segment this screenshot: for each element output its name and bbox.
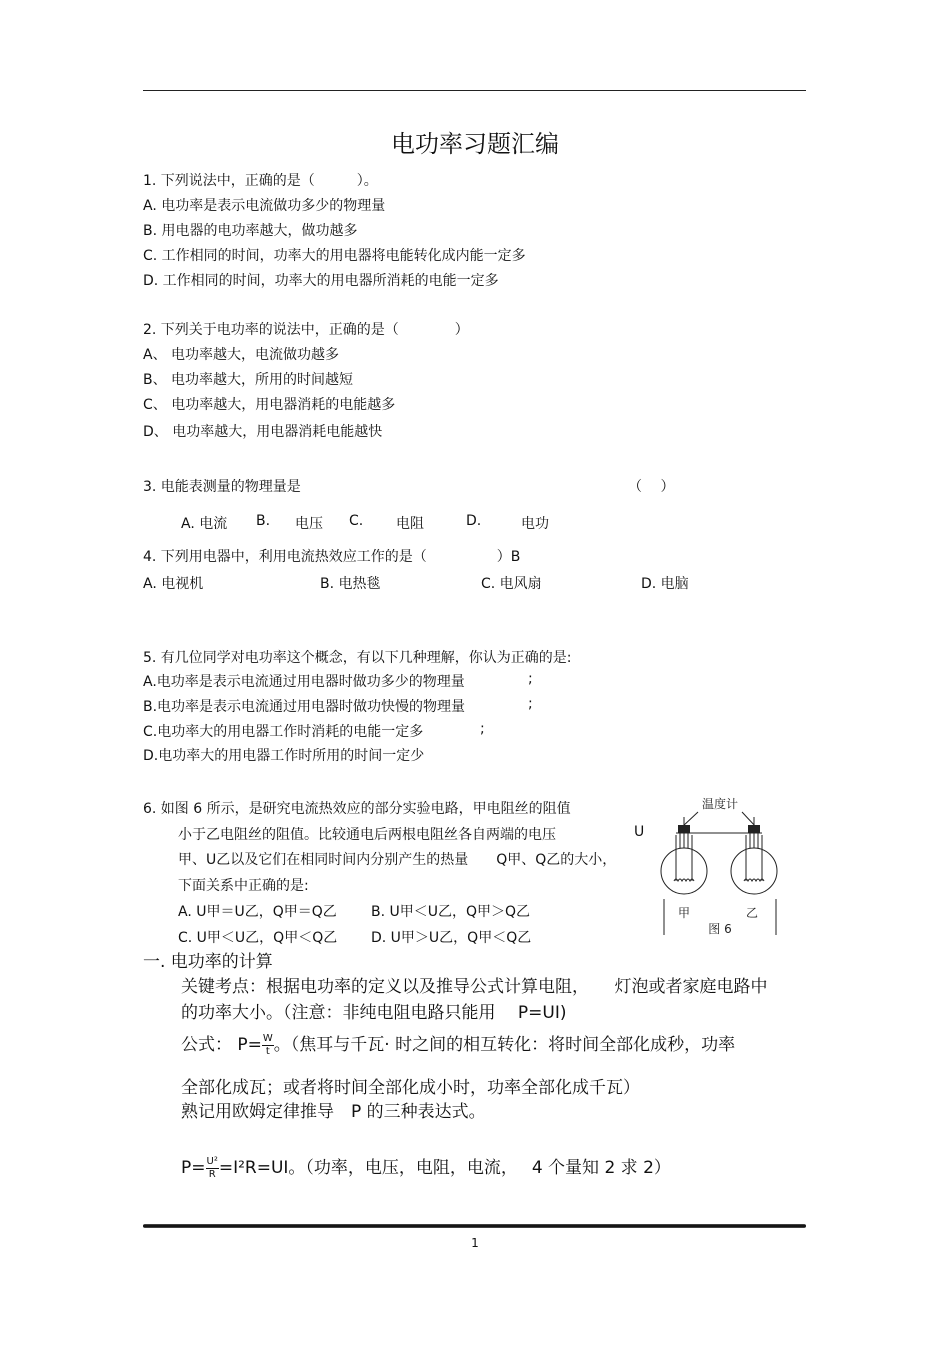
section-paragraph-1: 关键考点：根据电功率的定义以及推导公式计算电阻， 灯泡或者家庭电路中	[181, 977, 768, 997]
thermometer-apparatus-illustration	[656, 795, 784, 940]
q1-option-c: C. 工作相同的时间，功率大的用电器将电能转化成内能一定多	[143, 248, 526, 264]
q5-option-b-semicolon: ;	[528, 696, 533, 712]
section-heading: 一. 电功率的计算	[143, 952, 273, 972]
q3-option-c: 电阻	[396, 516, 424, 532]
q3-option-c-letter: C.	[349, 513, 364, 529]
formula-three-expressions	[181, 1153, 671, 1181]
q4-stem: 4. 下列用电器中，利用电流热效应工作的是（ ）B	[143, 549, 521, 565]
header-rule	[143, 90, 806, 91]
q6-line3: 甲、U乙以及它们在相同时间内分别产生的热量 Q甲、Q乙的大小，	[178, 852, 617, 868]
formula-prefix: 公式： P=	[181, 1035, 262, 1055]
q4-option-a: A. 电视机	[143, 576, 204, 592]
formula-fraction-u2-r: $\frac{\text{U²}}{R}$	[206, 1155, 218, 1180]
formula2-suffix: =I²R=UI。（功率，电压，电阻，电流， 4 个量知 2 求 2）	[218, 1158, 671, 1178]
q1-option-b: B. 用电器的电功率越大，做功越多	[143, 223, 358, 239]
q3-option-b-letter: B.	[256, 513, 271, 529]
q3-stem: 3. 电能表测量的物理量是	[143, 479, 301, 495]
q6-option-d: D. U甲＞U乙，Q甲＜Q乙	[371, 930, 532, 946]
q5-option-a-semicolon: ;	[528, 671, 533, 687]
q3-option-d-letter: D.	[466, 513, 482, 529]
q6-line2: 小于乙电阻丝的阻值。比较通电后两根电阻丝各自两端的电压	[178, 827, 556, 843]
q2-option-c: C、 电功率越大，用电器消耗的电能越多	[143, 397, 396, 413]
page-number: 1	[471, 1236, 479, 1250]
formula-fraction-w-t: $\frac{W}{t}$	[262, 1032, 273, 1057]
q6-option-a: A. U甲＝U乙，Q甲＝Q乙	[178, 904, 337, 920]
q1-option-a: A. 电功率是表示电流做功多少的物理量	[143, 198, 386, 214]
q4-option-b: B. 电热毯	[320, 576, 381, 592]
footer-rule	[143, 1224, 806, 1228]
q3-answer-paren: （ ）	[628, 479, 675, 495]
q6-line1: 6. 如图 6 所示，是研究电流热效应的部分实验电路，甲电阻丝的阻值	[143, 801, 571, 817]
q6-option-b: B. U甲＜U乙，Q甲＞Q乙	[371, 904, 531, 920]
q1-option-d: D. 工作相同的时间，功率大的用电器所消耗的电能一定多	[143, 273, 499, 289]
q1-stem: 1. 下列说法中，正确的是（ ）。	[143, 173, 378, 189]
q4-option-d: D. 电脑	[641, 576, 689, 592]
q5-option-c-semicolon: ;	[480, 721, 485, 737]
figure-label-jia: 甲	[677, 906, 691, 920]
formula-power-line	[181, 1030, 735, 1058]
figure-label-yi: 乙	[745, 906, 759, 920]
q6-line4: 下面关系中正确的是:	[178, 878, 309, 894]
q4-option-c: C. 电风扇	[481, 576, 542, 592]
q3-option-d: 电功	[521, 516, 549, 532]
q5-option-b: B.电功率是表示电流通过用电器时做功快慢的物理量	[143, 699, 466, 715]
q2-option-a: A、 电功率越大，电流做功越多	[143, 347, 340, 363]
q5-stem: 5. 有几位同学对电功率这个概念，有以下几种理解，你认为正确的是:	[143, 650, 572, 666]
q2-stem: 2. 下列关于电功率的说法中，正确的是（ ）	[143, 322, 469, 338]
section-paragraph-4: 全部化成瓦；或者将时间全部化成小时，功率全部化成千瓦）	[181, 1078, 640, 1098]
q5-option-d: D.电功率大的用电器工作时所用的时间一定少	[143, 748, 425, 764]
page-title: 电功率习题汇编	[391, 130, 559, 158]
q6-option-c: C. U甲＜U乙，Q甲＜Q乙	[178, 930, 338, 946]
q5-option-a: A.电功率是表示电流通过用电器时做功多少的物理量	[143, 674, 465, 690]
q3-option-b: 电压	[295, 516, 323, 532]
figure-label-thermometer: 温度计	[701, 797, 739, 811]
q5-option-c: C.电功率大的用电器工作时消耗的电能一定多	[143, 724, 424, 740]
section-paragraph-5: 熟记用欧姆定律推导 P 的三种表达式。	[181, 1102, 486, 1122]
section-paragraph-2: 的功率大小。（注意：非纯电阻电路只能用 P=UI)	[181, 1003, 567, 1023]
q6-line2-u: U	[634, 824, 645, 840]
formula-suffix: 。（焦耳与千瓦· 时之间的相互转化：将时间全部化成秒，功率	[273, 1035, 736, 1055]
q3-option-a: A. 电流	[181, 516, 228, 532]
formula2-prefix: P=	[181, 1158, 206, 1178]
q2-option-d: D、 电功率越大，用电器消耗电能越快	[143, 424, 383, 440]
figure-caption: 图 6	[708, 922, 732, 936]
figure-6	[656, 795, 784, 940]
q2-option-b: B、 电功率越大，所用的时间越短	[143, 372, 354, 388]
